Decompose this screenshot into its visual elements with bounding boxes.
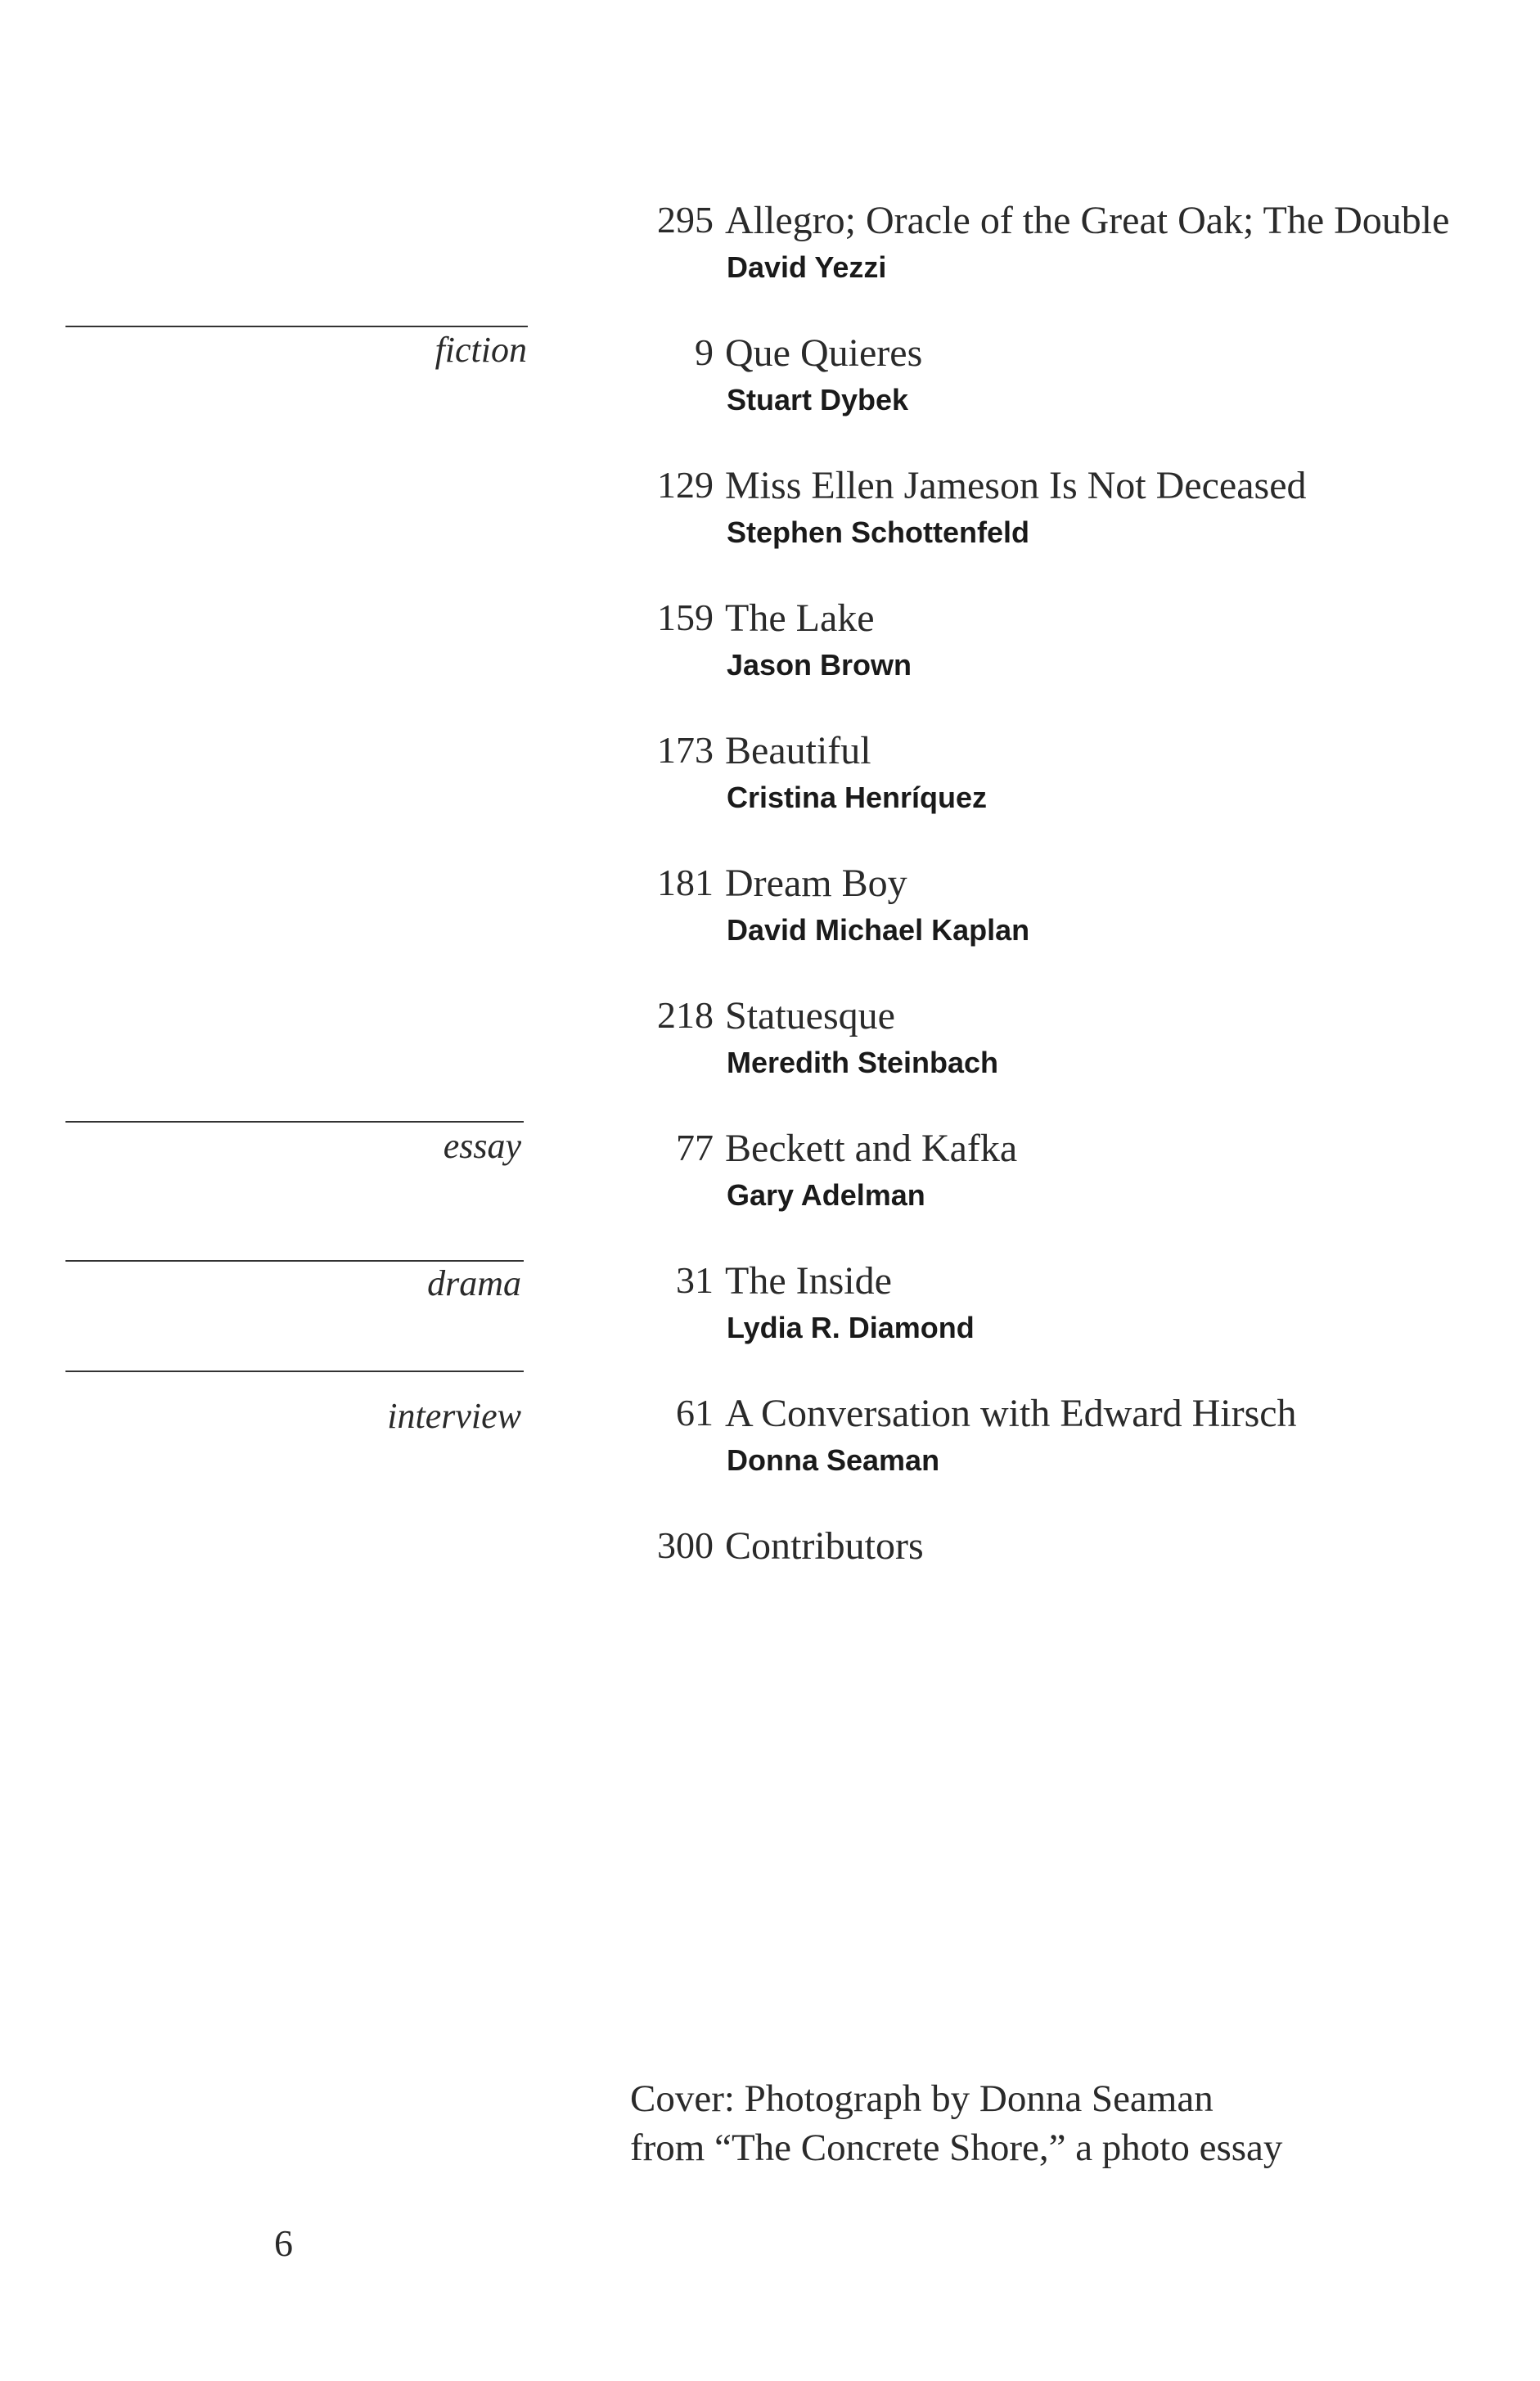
page-number-folio: 6 [274, 2222, 293, 2264]
toc-page-number: 159 [657, 596, 714, 638]
toc-page-number: 295 [657, 199, 714, 241]
toc-page-number: 9 [695, 331, 714, 373]
toc-entry [622, 728, 1522, 835]
toc-author: Jason Brown [727, 648, 912, 682]
toc-page-number: 218 [657, 994, 714, 1036]
cover-credit-line: from “The Concrete Shore,” a photo essay [630, 2127, 1283, 2169]
cover-credit [630, 2074, 1282, 2172]
essay-section-label: essay [443, 1126, 521, 1166]
toc-author: Stuart Dybek [727, 383, 909, 416]
cover-credit-line: Cover: Photograph by Donna Seaman [630, 2077, 1214, 2120]
toc-title: Statuesque [725, 994, 895, 1037]
toc-title: Dream Boy [725, 862, 907, 905]
fiction-section-label: fiction [435, 330, 527, 370]
toc-page-number: 300 [657, 1524, 714, 1566]
toc-title: Beautiful [725, 729, 871, 772]
toc-entry [622, 1258, 1522, 1365]
toc-entry [622, 331, 1522, 437]
interview-section-rule [65, 1371, 524, 1372]
toc-entry [622, 1524, 1522, 1630]
toc-author: David Michael Kaplan [727, 913, 1030, 947]
toc-page-number: 173 [657, 729, 714, 771]
toc-entry [622, 993, 1522, 1100]
fiction-section-rule [65, 326, 528, 327]
toc-page-number: 129 [657, 464, 714, 506]
toc-title: Allegro; Oracle of the Great Oak; The Double [725, 199, 1450, 242]
toc-author: Gary Adelman [727, 1178, 925, 1212]
toc-author: Cristina Henríquez [727, 781, 988, 814]
toc-entry [622, 861, 1522, 967]
toc-author: Donna Seaman [727, 1443, 940, 1477]
toc-title: The Inside [725, 1259, 892, 1303]
drama-section-label: drama [427, 1263, 521, 1303]
toc-entry [622, 463, 1522, 569]
toc-page-number: 31 [676, 1259, 714, 1301]
toc-author: David Yezzi [727, 250, 887, 284]
toc-entry [622, 198, 1522, 304]
toc-author: Lydia R. Diamond [727, 1311, 975, 1344]
toc-title: Miss Ellen Jameson Is Not Deceased [725, 464, 1307, 507]
toc-page-number: 77 [676, 1127, 714, 1168]
toc-title: Contributors [725, 1524, 924, 1568]
interview-section-label: interview [387, 1396, 521, 1436]
toc-entry [622, 1126, 1522, 1232]
toc-page-number: 61 [676, 1392, 714, 1434]
toc-title: The Lake [725, 596, 875, 640]
toc-author: Stephen Schottenfeld [727, 515, 1030, 549]
toc-entry [622, 1391, 1522, 1497]
toc-title: Beckett and Kafka [725, 1127, 1018, 1170]
toc-title: A Conversation with Edward Hirsch [725, 1392, 1297, 1435]
toc-title: Que Quieres [725, 331, 923, 375]
toc-entry [622, 596, 1522, 702]
toc-author: Meredith Steinbach [727, 1046, 999, 1079]
essay-section-rule [65, 1121, 524, 1123]
drama-section-rule [65, 1260, 524, 1262]
toc-page-number: 181 [657, 862, 714, 903]
